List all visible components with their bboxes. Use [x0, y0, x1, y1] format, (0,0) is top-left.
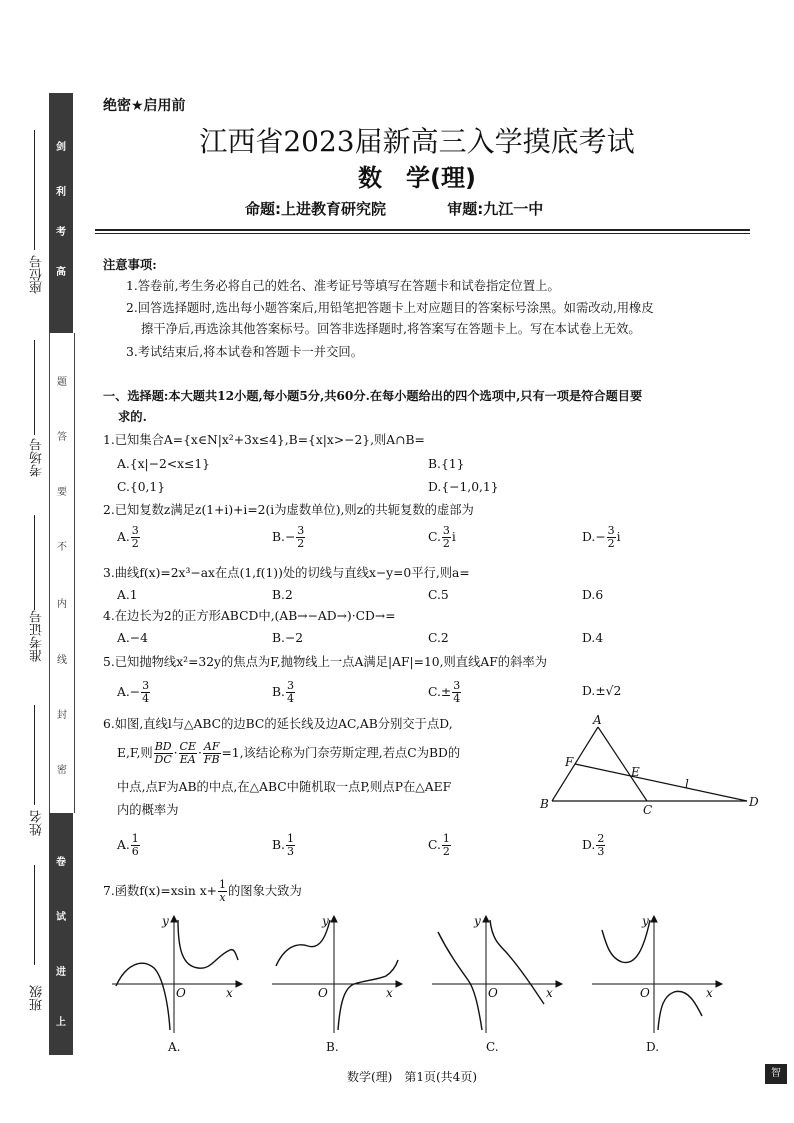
graph-a-svg	[108, 908, 248, 1038]
numerator: 1	[286, 832, 294, 845]
q2-option-d	[582, 525, 621, 550]
fraction	[286, 833, 295, 858]
q3-option-b: B.2	[272, 588, 293, 602]
graph-label-d: D.	[646, 1040, 660, 1054]
strip-char: 要	[57, 487, 67, 498]
q7-graph-d	[588, 908, 728, 1058]
label-e: E	[631, 765, 640, 779]
x-arrow	[716, 981, 722, 987]
strip-char: 上	[56, 1017, 66, 1028]
q2-d-prefix: D.−	[582, 530, 606, 544]
origin-label: O	[640, 986, 650, 1000]
label-b: B	[540, 797, 549, 811]
q6-line2-post: =1,该结论称为门奈劳斯定理,若点C为BD的	[221, 746, 461, 760]
notice-item: 2.回答选择题时,选出每小题答案后,用铅笔把答题卡上对应题目的答案标号涂黑。如需改动,用橡皮	[126, 301, 654, 315]
line-l	[575, 764, 747, 801]
q5-option-c	[428, 680, 462, 705]
x-arrow	[556, 981, 562, 987]
q5-c-prefix: C.±	[428, 685, 452, 699]
graph-b-svg	[268, 908, 408, 1038]
q2-b-prefix: B.−	[272, 530, 296, 544]
denominator: DC	[154, 753, 172, 766]
graph-c-svg	[428, 908, 568, 1038]
denominator: 6	[131, 845, 139, 858]
q5-stem: 5.已知抛物线x²=32y的焦点为F,抛物线上一点A满足|AF|=10,则直线AF的斜率为	[103, 655, 547, 669]
fill-line	[34, 515, 35, 610]
curve-left	[116, 963, 170, 1030]
numerator: 1	[218, 878, 226, 891]
q6-line2: E,F,则 $\frac{BD}{DC}$ · $\frac{CE}{EA}$ · $\frac{AF}{FB}$ =1,该结论称为门奈劳斯定理,若点C为BD的	[117, 740, 461, 766]
q2-a-prefix: A.	[117, 530, 130, 544]
q4-option-b: B.−2	[272, 631, 304, 645]
q1-option-b: B.{1}	[428, 457, 465, 471]
notice-item: 1.答卷前,考生务必将自己的姓名、准考证号等填写在答题卡和试卷指定位置上。	[126, 279, 560, 293]
x-arrow	[396, 981, 402, 987]
numerator: 3	[453, 679, 461, 692]
strip-char: 题	[57, 377, 67, 388]
q7-graph-a	[108, 908, 248, 1058]
q3-stem: 3.曲线f(x)=2x³−ax在点(1,f(1))处的切线与直线x−y=0平行,则a=	[103, 566, 470, 580]
numerator: 3	[607, 524, 615, 537]
notice-item: 3.考试结束后,将本试卷和答题卡一并交回。	[126, 345, 363, 359]
exam-title: 江西省2023届新高三入学摸底考试	[199, 125, 635, 158]
q6-line4: 内的概率为	[117, 803, 179, 817]
q4-option-a: A.−4	[117, 631, 148, 645]
q7-graph-b	[268, 908, 408, 1058]
q4-option-d: D.4	[582, 631, 604, 645]
denominator: 4	[142, 692, 150, 705]
y-arrow	[483, 916, 489, 922]
q1-option-c: C.{0,1}	[117, 480, 166, 494]
q5-a-prefix: A.−	[117, 685, 141, 699]
denominator: 2	[442, 537, 450, 550]
fraction	[179, 741, 197, 766]
denominator: x	[219, 891, 226, 904]
authors-line	[245, 198, 599, 219]
q6-line1: 6.如图,直线l与△ABC的边BC的延长线及边AC,AB分别交于点D,	[103, 717, 453, 731]
label-f: F	[565, 755, 574, 769]
denominator: 4	[286, 692, 294, 705]
fill-line	[34, 705, 35, 805]
fraction	[286, 680, 295, 705]
strip-char: 答	[57, 432, 67, 443]
denominator: 3	[597, 845, 605, 858]
numerator: 1	[131, 832, 139, 845]
class-label: 班级	[30, 985, 45, 1011]
strip-char: 考	[56, 227, 66, 238]
q6-b-prefix: B.	[272, 838, 285, 852]
fraction	[596, 833, 605, 858]
numerator: BD	[154, 740, 172, 753]
denominator: 2	[131, 537, 139, 550]
q1-stem: 1.已知集合A={x∈N|x²+3x≤4},B={x|x>−2},则A∩B=	[103, 433, 425, 447]
q1-option-d: D.{−1,0,1}	[428, 480, 499, 494]
fill-line	[34, 340, 35, 435]
strip-mid-light	[49, 333, 75, 813]
q6-triangle-figure	[535, 715, 765, 815]
y-arrow	[171, 916, 177, 922]
edge-ac	[598, 727, 647, 801]
x-label: x	[706, 986, 713, 1000]
q5-b-prefix: B.	[272, 685, 285, 699]
q6-option-d	[582, 833, 606, 858]
x-label: x	[386, 986, 393, 1000]
q5-option-d: D.±√2	[582, 684, 622, 698]
y-label: y	[162, 914, 169, 928]
denominator: 2	[442, 845, 450, 858]
confidential-mark: 绝密★启用前	[103, 98, 186, 114]
numerator: 3	[131, 524, 139, 537]
denominator: 4	[453, 692, 461, 705]
numerator: CE	[179, 740, 196, 753]
y-arrow	[651, 916, 657, 922]
q2-d-suffix: i	[616, 530, 621, 544]
notice-heading: 注意事项:	[103, 257, 157, 272]
q2-stem: 2.已知复数z满足z(1+i)+i=2(i为虚数单位),则z的共轭复数的虚部为	[103, 503, 474, 517]
y-label: y	[474, 914, 481, 928]
seat-label: 座位号	[30, 255, 45, 294]
q2-option-c	[428, 525, 456, 550]
curve-right	[490, 920, 544, 1004]
q4-stem: 4.在边长为2的正方形ABCD中,(AB→−AD→)·CD→=	[103, 609, 396, 623]
denominator: 2	[607, 537, 615, 550]
author: 命题:上进教育研究院	[245, 200, 386, 218]
numerator: 3	[142, 679, 150, 692]
binding-strip	[49, 93, 73, 1055]
y-label: y	[642, 914, 649, 928]
q3-option-d: D.6	[582, 588, 604, 602]
denominator: EA	[179, 753, 196, 766]
numerator: AF	[203, 740, 220, 753]
fraction	[218, 879, 227, 904]
fraction	[452, 680, 461, 705]
q6-d-prefix: D.	[582, 838, 596, 852]
strip-char: 高	[56, 267, 66, 278]
graph-label-c: C.	[486, 1040, 499, 1054]
header-rule-thin	[95, 233, 750, 234]
q6-option-b	[272, 833, 296, 858]
q2-option-b	[272, 525, 306, 550]
y-arrow	[331, 916, 337, 922]
numerator: 3	[297, 524, 305, 537]
strip-char: 内	[57, 599, 67, 610]
fraction	[442, 833, 451, 858]
numerator: 1	[442, 832, 450, 845]
fraction	[154, 741, 173, 766]
q7-stem-pre: 7.函数f(x)=xsin x+	[103, 884, 217, 898]
label-l: l	[685, 777, 689, 791]
room-label: 考场号	[30, 438, 45, 477]
q3-option-c: C.5	[428, 588, 449, 602]
y-label: y	[322, 914, 329, 928]
label-c: C	[643, 803, 653, 817]
admission-label: 准考证号	[30, 610, 45, 662]
curve-right	[178, 920, 238, 968]
q6-option-a	[117, 833, 141, 858]
x-label: x	[546, 986, 553, 1000]
strip-bottom-dark	[49, 813, 73, 1055]
header-rule	[95, 229, 750, 231]
graph-label-b: B.	[326, 1040, 339, 1054]
numerator: 2	[597, 832, 605, 845]
numerator: 3	[442, 524, 450, 537]
denominator: 2	[297, 537, 305, 550]
strip-char: 利	[56, 187, 66, 198]
name-label: 姓名	[30, 810, 45, 836]
strip-char: 线	[57, 655, 67, 666]
fraction	[131, 525, 140, 550]
fraction	[607, 525, 616, 550]
q7-stem	[103, 879, 302, 904]
fill-line	[34, 865, 35, 965]
label-d: D	[749, 795, 759, 809]
numerator: 3	[286, 679, 294, 692]
q6-a-prefix: A.	[117, 838, 130, 852]
fraction	[442, 525, 451, 550]
notice-item: 擦干净后,再选涂其他答案标号。回答非选择题时,将答案写在答题卡上。写在本试卷上无效。	[141, 322, 641, 336]
q5-option-a	[117, 680, 151, 705]
q6-line3: 中点,点F为AB的中点,在△ABC中随机取一点P,则点P在△AEF	[117, 780, 452, 794]
page-footer: 数学(理) 第1页(共4页)	[347, 1070, 477, 1084]
origin-label: O	[176, 986, 186, 1000]
section-heading: 一、选择题:本大题共12小题,每小题5分,共60分.在每小题给出的四个选项中,只有一项是符合题目要	[103, 389, 643, 403]
q2-c-suffix: i	[451, 530, 456, 544]
graph-d-svg	[588, 908, 728, 1038]
curve-left	[438, 932, 482, 1030]
q7-stem-post: 的图象大致为	[227, 884, 302, 898]
origin-label: O	[318, 986, 328, 1000]
q2-c-prefix: C.	[428, 530, 441, 544]
strip-char: 卷	[56, 857, 66, 868]
corner-tag: 智	[765, 1064, 787, 1084]
q6-c-prefix: C.	[428, 838, 441, 852]
denominator: 3	[286, 845, 294, 858]
q3-option-a: A.1	[117, 588, 138, 602]
origin-label: O	[488, 986, 498, 1000]
fraction	[296, 525, 305, 550]
strip-char: 封	[57, 710, 67, 721]
graph-label-a: A.	[168, 1040, 181, 1054]
q6-option-c	[428, 833, 452, 858]
reviewer: 审题:九江一中	[447, 200, 544, 218]
fraction	[141, 680, 150, 705]
curve-right	[658, 991, 702, 1030]
x-label: x	[226, 986, 233, 1000]
section-heading-cont: 求的.	[118, 409, 147, 424]
q7-graph-c	[428, 908, 568, 1058]
denominator: FB	[203, 753, 220, 766]
fraction	[131, 833, 140, 858]
strip-char: 试	[56, 912, 66, 923]
q1-option-a: A.{x|−2<x≤1}	[117, 457, 211, 471]
q4-option-c: C.2	[428, 631, 449, 645]
strip-char: 进	[56, 967, 66, 978]
strip-char: 剑	[56, 142, 66, 153]
fraction	[203, 741, 221, 766]
q5-option-b	[272, 680, 296, 705]
strip-char: 密	[57, 765, 67, 776]
x-arrow	[236, 981, 242, 987]
q6-line2-pre: E,F,则	[117, 746, 153, 760]
label-a: A	[593, 713, 602, 727]
exam-subject: 数 学(理)	[358, 164, 476, 192]
strip-char: 不	[57, 542, 67, 553]
q2-option-a	[117, 525, 141, 550]
